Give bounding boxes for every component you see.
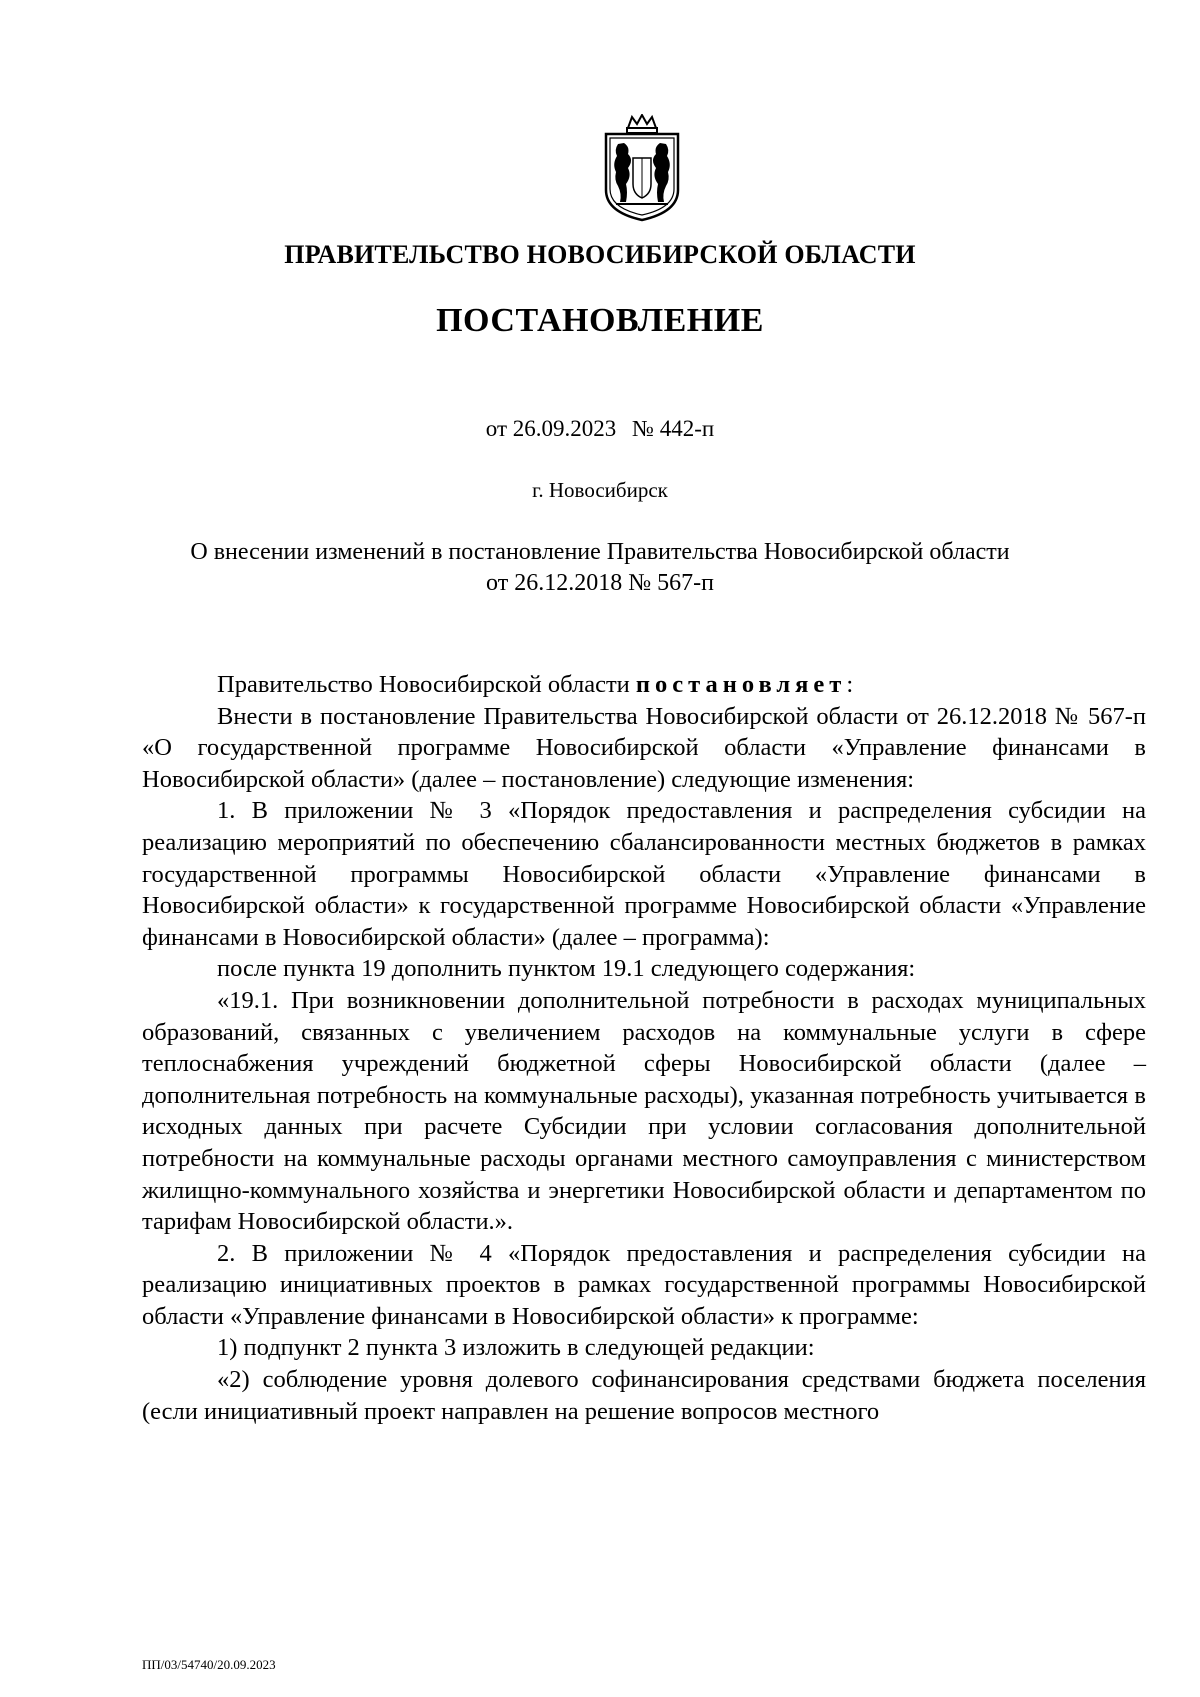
- city: г. Новосибирск: [532, 478, 668, 502]
- body-paragraph: 2. В приложении № 4 «Порядок предоставления и распределения субсидии на реализацию инициативных проектов в рамках государственной программы Новосибирской области «Управление финансами в Новосибирской области» к программе:: [142, 1239, 1146, 1330]
- document-subject: [140, 537, 1060, 599]
- document-number: № 442-п: [632, 416, 715, 441]
- intro-suffix: :: [846, 671, 854, 698]
- document-date: от 26.09.2023: [485, 416, 617, 441]
- intro-verb: постановляет: [635, 671, 847, 698]
- body-paragraph: «2) соблюдение уровня долевого софинансирования средствами бюджета поселения (если инициативный проект направлен на решение вопросов местного: [142, 1366, 1146, 1425]
- document-body: [142, 669, 1146, 1427]
- body-paragraph: 1. В приложении № 3 «Порядок предоставления и распределения субсидии на реализацию мероприятий по обеспечению сбалансированности местных бюджетов в рамках государственной программы Новосибирской области «Управление финансами в Новосибирской области» к государственной программе Новосибирской области «Управление финансами в Новосибирской области» (далее – программа):: [142, 797, 1146, 951]
- document-type: ПОСТАНОВЛЕНИЕ: [436, 302, 764, 339]
- intro-text: Правительство Новосибирской области: [217, 671, 636, 698]
- intro-paragraph: [142, 669, 1146, 701]
- body-paragraph: 1) подпункт 2 пункта 3 изложить в следующей редакции:: [217, 1334, 815, 1362]
- body-paragraph: Внести в постановление Правительства Новосибирской области от 26.12.2018 № 567-п «О государственной программе Новосибирской области «Управление финансами в Новосибирской области» (далее – постановление) следующие изменения:: [142, 702, 1146, 793]
- footer-code: ПП/03/54740/20.09.2023: [142, 1657, 276, 1672]
- date-number-line: [0, 416, 1200, 442]
- government-name: ПРАВИТЕЛЬСТВО НОВОСИБИРСКОЙ ОБЛАСТИ: [284, 240, 916, 269]
- coat-of-arms-icon: [602, 114, 682, 222]
- subject-line-2: от 26.12.2018 № 567-п: [486, 570, 714, 596]
- body-paragraph: после пункта 19 дополнить пунктом 19.1 следующего содержания:: [217, 955, 916, 983]
- body-paragraph: «19.1. При возникновении дополнительной потребности в расходах муниципальных образований, связанных с увеличением расходов на коммунальные услуги в сфере теплоснабжения учреждений бюджетной сферы Новосибирской области (далее – дополнительная потребность на коммунальные расходы), указанная потребность учитывается в исходных данных при расчете Субсидии при условии согласования дополнительной потребности на коммунальные расходы органами местного самоуправления с министерством жилищно-коммунального хозяйства и энергетики Новосибирской области и департаментом по тарифам Новосибирской области.».: [142, 986, 1146, 1236]
- subject-line-1: О внесении изменений в постановление Правительства Новосибирской области: [190, 539, 1010, 565]
